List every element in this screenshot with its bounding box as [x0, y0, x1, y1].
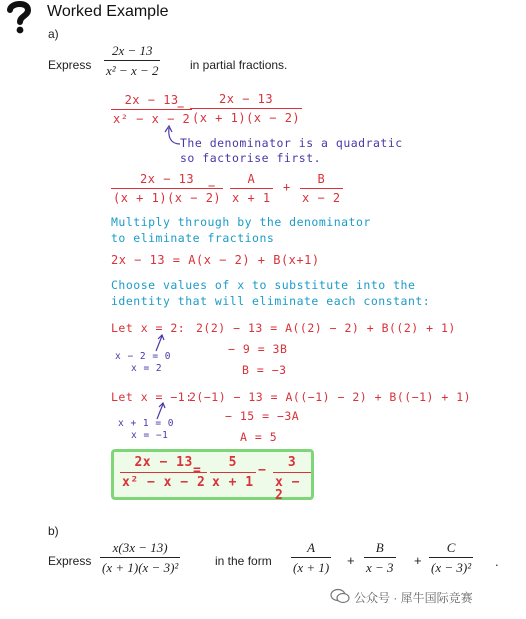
- part-a-expr-num: 2x − 13: [111, 43, 153, 58]
- part-b-term-a: A (x + 1): [293, 540, 330, 575]
- case1-side1: x − 2 = 0: [115, 351, 171, 362]
- multiply-note-line1: Multiply through by the denominator: [111, 215, 371, 229]
- part-a-label: a): [48, 27, 59, 41]
- part-b-in-the-form: in the form: [215, 554, 272, 568]
- part-b-plus1: +: [347, 553, 355, 568]
- part-a-expression: [104, 44, 160, 77]
- identity: 2x − 13 = A(x − 2) + B(x+1): [111, 253, 320, 267]
- case1-eq1: 2(2) − 13 = A((2) − 2) + B((2) + 1): [196, 321, 456, 335]
- part-a-prompt-suffix: in partial fractions.: [190, 58, 288, 72]
- step1-note-line2: so factorise first.: [180, 151, 322, 165]
- choose-note-line2: identity that will eliminate each constant:: [111, 294, 431, 308]
- part-b-plus2: +: [414, 553, 422, 568]
- wechat-icon: [330, 588, 350, 604]
- case2-let: Let x = −1:: [111, 390, 193, 404]
- case1-eq3: B = −3: [242, 363, 287, 377]
- step2-term-b: B x − 2: [302, 172, 341, 205]
- case2-eq3: A = 5: [240, 430, 278, 444]
- step1-lhs: 2x − 13 x² − x − 2: [113, 93, 191, 126]
- part-b-prompt-prefix: Express: [48, 554, 92, 568]
- case1-side2: x = 2: [131, 363, 163, 374]
- case2-eq2: − 15 = −3A: [225, 409, 300, 423]
- multiply-note-line2: to eliminate fractions: [111, 231, 275, 245]
- answer-lhs: 2x − 13 x² − x − 2: [122, 455, 206, 490]
- part-a-expr-den: x² − x − 2: [106, 63, 159, 78]
- answer-term1: 5 x + 1: [212, 455, 254, 490]
- answer-minus: −: [258, 463, 267, 478]
- answer-equals: =: [193, 463, 202, 478]
- step2-lhs: 2x − 13 (x + 1)(x − 2): [113, 172, 222, 205]
- choose-note-line1: Choose values of x to substitute into the: [111, 278, 416, 292]
- part-b-end: .: [495, 554, 499, 569]
- arrow-icon: [162, 124, 182, 148]
- case1-eq2: − 9 = 3B: [228, 342, 288, 356]
- page-title: Worked Example: [47, 3, 169, 20]
- case2-side2: x = −1: [131, 430, 169, 441]
- step2-equals: =: [208, 180, 216, 194]
- question-mark-icon: [6, 0, 32, 34]
- step1-note-line1: The denominator is a quadratic: [180, 136, 403, 150]
- step1-equals: =: [177, 101, 185, 115]
- answer-box: [111, 449, 314, 503]
- step2-plus: +: [283, 180, 291, 194]
- answer-term2: 3 x − 2: [273, 456, 311, 502]
- part-a-prompt-prefix: Express: [48, 58, 92, 72]
- part-b-label: b): [48, 524, 59, 538]
- watermark-text: 公众号 · 犀牛国际竞赛: [354, 591, 473, 605]
- arrow-icon: [152, 334, 166, 352]
- step2-term-a: A x + 1: [232, 172, 271, 205]
- case1-let: Let x = 2:: [111, 321, 186, 335]
- part-b-term-c: C (x − 3)²: [431, 540, 472, 575]
- part-b-term-b: B x − 3: [366, 540, 394, 575]
- step1-rhs: 2x − 13 (x + 1)(x − 2): [192, 92, 301, 125]
- case2-side1: x + 1 = 0: [118, 418, 174, 429]
- case2-eq1: 2(−1) − 13 = A((−1) − 2) + B((−1) + 1): [189, 390, 472, 404]
- part-b-expression: x(3x − 13) (x + 1)(x − 3)²: [102, 540, 179, 575]
